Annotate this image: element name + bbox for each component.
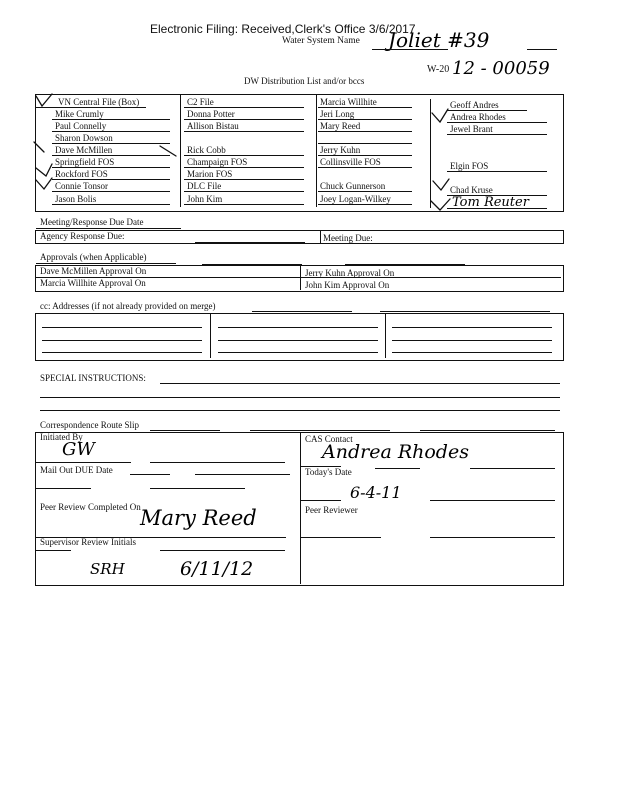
- dist-marion-fos: Marion FOS: [187, 169, 233, 179]
- marcia-willhite-approval: Marcia Willhite Approval On: [40, 278, 146, 288]
- dist-jeri-long: Jeri Long: [320, 109, 355, 119]
- initiated-by-label: Initiated By: [40, 432, 83, 442]
- checkmark-icon: [431, 199, 450, 210]
- dist-tom-reuter-handwritten: Tom Reuter: [452, 195, 529, 210]
- initiated-by-signature: GW: [62, 439, 95, 460]
- checkmark-icon: [433, 179, 449, 190]
- dist-connie-tonsor: Connie Tonsor: [55, 181, 108, 191]
- peer-reviewer-label: Peer Reviewer: [305, 505, 358, 515]
- checkmark-icon: [34, 142, 44, 152]
- dist-jerry-kuhn: Jerry Kuhn: [320, 145, 361, 155]
- dist-donna-potter: Donna Potter: [187, 109, 235, 119]
- dist-springfield-fos: Springfield FOS: [55, 157, 115, 167]
- peer-review-signature: Mary Reed: [140, 506, 257, 530]
- dist-mary-reed: Mary Reed: [320, 121, 361, 131]
- dist-john-kim: John Kim: [187, 194, 223, 204]
- dist-marcia-willhite: Marcia Willhite: [320, 97, 377, 107]
- dist-c2-file: C2 File: [187, 97, 214, 107]
- todays-date-label: Today's Date: [305, 467, 352, 477]
- water-system-value: Joliet #39: [388, 28, 490, 52]
- dist-vn-central-file: VN Central File (Box): [58, 97, 140, 107]
- w20-label: W-20: [427, 64, 450, 75]
- meeting-due-label: Meeting Due:: [323, 233, 373, 243]
- checkmark-icon: [160, 146, 176, 156]
- dave-mcmillen-approval: Dave McMillen Approval On: [40, 266, 147, 276]
- dist-jason-bolis: Jason Bolis: [55, 194, 97, 204]
- dist-andrea-rhodes: Andrea Rhodes: [450, 112, 506, 122]
- checkmark-icon: [432, 109, 448, 122]
- agency-response-due-label: Agency Response Due:: [40, 231, 125, 241]
- electronic-filing-stamp: Electronic Filing: Received,Clerk's Office 3/6/2017: [150, 22, 416, 36]
- jerry-kuhn-approval: Jerry Kuhn Approval On: [305, 268, 395, 278]
- distribution-list-title: DW Distribution List and/or bccs: [244, 76, 365, 86]
- meeting-response-heading: Meeting/Response Due Date: [40, 217, 144, 227]
- route-slip-heading: Correspondence Route Slip: [40, 420, 139, 430]
- checkmark-icon: [36, 164, 52, 176]
- supervisor-date: 6/11/12: [180, 558, 254, 580]
- dist-chad-kruse: Chad Kruse: [450, 185, 493, 195]
- special-instructions-label: SPECIAL INSTRUCTIONS:: [40, 373, 146, 383]
- dist-dave-mcmillen: Dave McMillen: [55, 145, 113, 155]
- dist-champaign-fos: Champaign FOS: [187, 157, 248, 167]
- peer-review-completed-label: Peer Review Completed On: [40, 502, 141, 512]
- john-kim-approval: John Kim Approval On: [305, 280, 390, 290]
- dist-dlc-file: DLC File: [187, 181, 222, 191]
- dist-allison-bistau: Allison Bistau: [187, 121, 239, 131]
- cc-addresses-box: [35, 313, 564, 361]
- dist-chuck-gunnerson: Chuck Gunnerson: [320, 181, 386, 191]
- dist-geoff-andres: Geoff Andres: [450, 100, 499, 110]
- dist-paul-connelly: Paul Connelly: [55, 121, 107, 131]
- cc-addresses-heading: cc: Addresses (if not already provided on merge): [40, 301, 216, 311]
- dist-sharon-dowson: Sharon Dowson: [55, 133, 113, 143]
- water-system-label: Water System Name: [282, 36, 360, 46]
- cas-contact-label: CAS Contact: [305, 434, 353, 444]
- w20-value: 12 - 00059: [452, 58, 550, 79]
- dist-jewel-brant: Jewel Brant: [450, 124, 493, 134]
- approvals-heading: Approvals (when Applicable): [40, 252, 147, 262]
- dist-rockford-fos: Rockford FOS: [55, 169, 108, 179]
- dist-mike-crumly: Mike Crumly: [55, 109, 104, 119]
- dist-collinsville-fos: Collinsville FOS: [320, 157, 381, 167]
- dist-rick-cobb: Rick Cobb: [187, 145, 226, 155]
- todays-date-value: 6-4-11: [350, 483, 402, 502]
- cas-contact-signature: Andrea Rhodes: [322, 441, 469, 463]
- checkmark-icon: [36, 94, 52, 106]
- dist-elgin-fos: Elgin FOS: [450, 161, 489, 171]
- supervisor-review-label: Supervisor Review Initials: [40, 537, 136, 547]
- mail-out-due-label: Mail Out DUE Date: [40, 465, 113, 475]
- dist-joey-logan-wilkey: Joey Logan-Wilkey: [320, 194, 391, 204]
- supervisor-initials: SRH: [90, 560, 125, 578]
- checkmark-icon: [36, 178, 52, 189]
